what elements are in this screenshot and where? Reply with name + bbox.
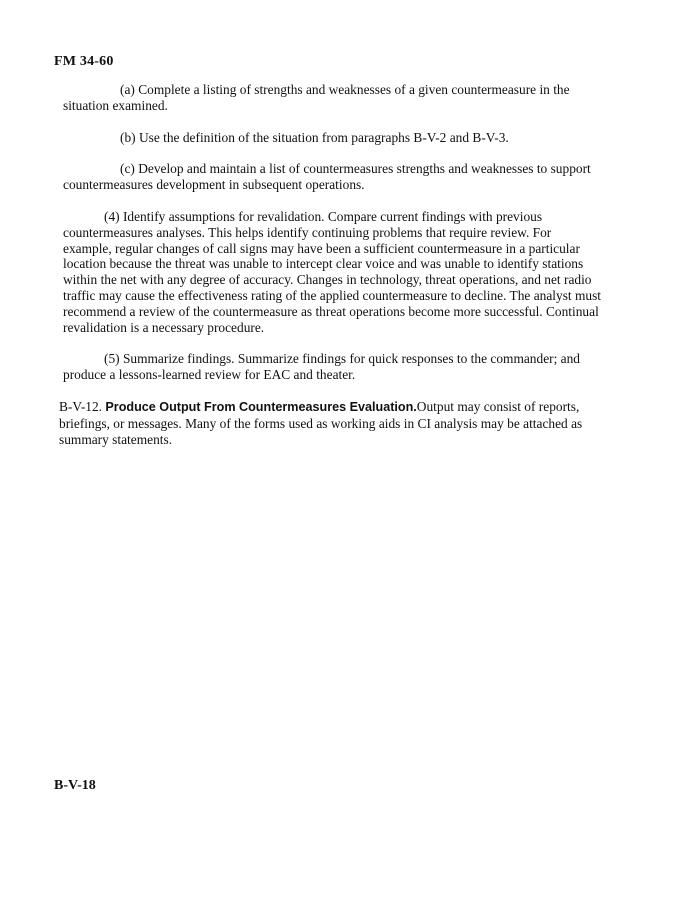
paragraph-5: (5) Summarize findings. Summarize findings for quick responses to the commander; and produce a lessons-learned review for EAC and theater. xyxy=(63,351,581,383)
page-number: B-V-18 xyxy=(54,778,96,793)
paragraph-4: (4) Identify assumptions for revalidation. Compare current findings with previous countermeasures analyses. This helps identify continuing problems that require review. For example, regular changes of call signs may have been a sufficient countermeasure in a particular location because the threat was unable to intercept clear voice and was unable to identify stations within the net with any degree of accuracy. Changes in technology, threat operations, and net radio traffic may cause the effectiveness rating of the applied countermeasure to decline. The analyst must recommend a review of the countermeasure as threat operations become more successful. Continual revalidation is a necessary procedure. xyxy=(63,208,602,335)
section-number: B-V-12. xyxy=(59,398,103,414)
page-body xyxy=(59,82,603,463)
paragraph-c: (c) Develop and maintain a list of countermeasures strengths and weaknesses to support countermeasures development in subsequent operations. xyxy=(63,161,591,193)
paragraph-b: (b) Use the definition of the situation from paragraphs B-V-2 and B-V-3. xyxy=(120,129,509,145)
section-title: Produce Output From Countermeasures Evaluation. xyxy=(105,399,417,414)
document-header: FM 34-60 xyxy=(54,54,114,69)
section-text: Output may consist of reports, briefings, or messages. Many of the forms used as working aids in CI analysis may be attached as summary statements. xyxy=(59,398,583,447)
paragraph-a: (a) Complete a listing of strengths and weaknesses of a given countermeasure in the situation examined. xyxy=(63,82,570,113)
section-b-v-12 xyxy=(59,399,603,447)
